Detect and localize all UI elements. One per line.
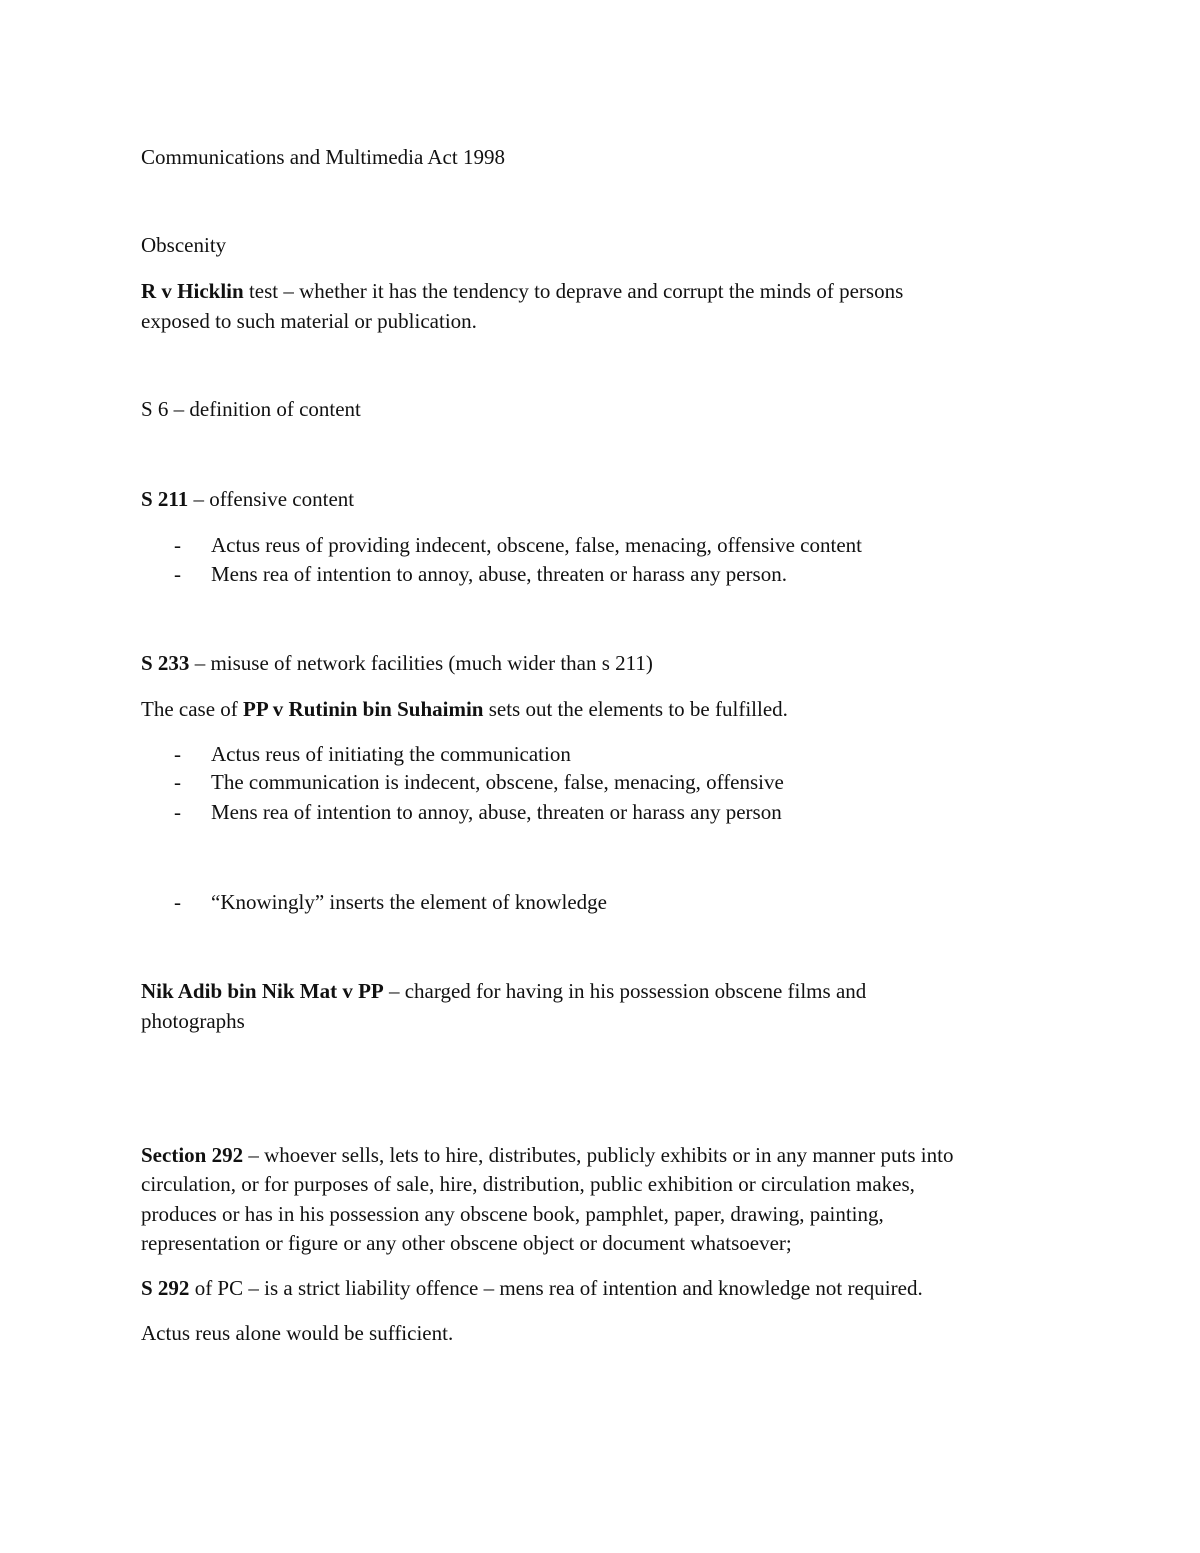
rutinin-case-name: PP v Rutinin bin Suhaimin [243,697,484,721]
s292-text-1: – whoever sells, lets to hire, distributes, publicly exhibits or in any manner puts into [243,1143,954,1167]
s292-pc-label: S 292 [141,1276,190,1300]
rutinin-prefix: The case of [141,697,244,721]
s211-bullet-1: Actus reus of providing indecent, obscene, false, menacing, offensive content [211,533,862,557]
s292-line3: produces or has in his possession any obscene book, pamphlet, paper, drawing, painting, [141,1202,884,1226]
s233-label: S 233 [141,651,190,675]
document-title: Communications and Multimedia Act 1998 [141,145,505,169]
s233-bullet-1: Actus reus of initiating the communication [211,742,571,766]
nik-adib-case-name: Nik Adib bin Nik Mat v PP [141,979,384,1003]
actus-reus-line: Actus reus alone would be sufficient. [141,1321,454,1345]
s292-pc-text: of PC – is a strict liability offence – mens rea of intention and knowledge not required. [189,1276,923,1300]
heading-obscenity: Obscenity [141,233,227,257]
hicklin-case-name: R v Hicklin [141,279,244,303]
hicklin-text: test – whether it has the tendency to deprave and corrupt the minds of persons [243,279,904,303]
nik-adib-text: – charged for having in his possession obscene films and [383,979,867,1003]
rutinin-suffix: sets out the elements to be fulfilled. [483,697,788,721]
bullet-dash: - [174,742,181,766]
s211-text: – offensive content [188,487,355,511]
hicklin-paragraph-line2: exposed to such material or publication. [141,309,477,333]
knowingly-bullet: “Knowingly” inserts the element of knowledge [211,890,607,914]
s292-line4: representation or figure or any other obscene object or document whatsoever; [141,1231,792,1255]
s233-bullet-2: The communication is indecent, obscene, false, menacing, offensive [211,770,784,794]
s6-line: S 6 – definition of content [141,397,361,421]
bullet-dash: - [174,890,181,914]
rutinin-line [141,694,788,724]
s233-text: – misuse of network facilities (much wider than s 211) [189,651,653,675]
s233-bullet-3: Mens rea of intention to annoy, abuse, threaten or harass any person [211,800,782,824]
s292-label: Section 292 [141,1143,244,1167]
s292-pc-line [141,1273,923,1303]
s292-line2: circulation, or for purposes of sale, hire, distribution, public exhibition or circulation makes, [141,1172,915,1196]
s211-label: S 211 [141,487,189,511]
s211-bullet-2: Mens rea of intention to annoy, abuse, threaten or harass any person. [211,562,787,586]
bullet-dash: - [174,770,181,794]
s292-line1 [141,1140,953,1170]
nik-adib-line2: photographs [141,1009,245,1033]
s211-heading [141,484,354,514]
bullet-dash: - [174,562,181,586]
nik-adib-line1 [141,976,866,1006]
bullet-dash: - [174,800,181,824]
s233-heading [141,648,653,678]
bullet-dash: - [174,533,181,557]
hicklin-paragraph-line1 [141,276,903,306]
